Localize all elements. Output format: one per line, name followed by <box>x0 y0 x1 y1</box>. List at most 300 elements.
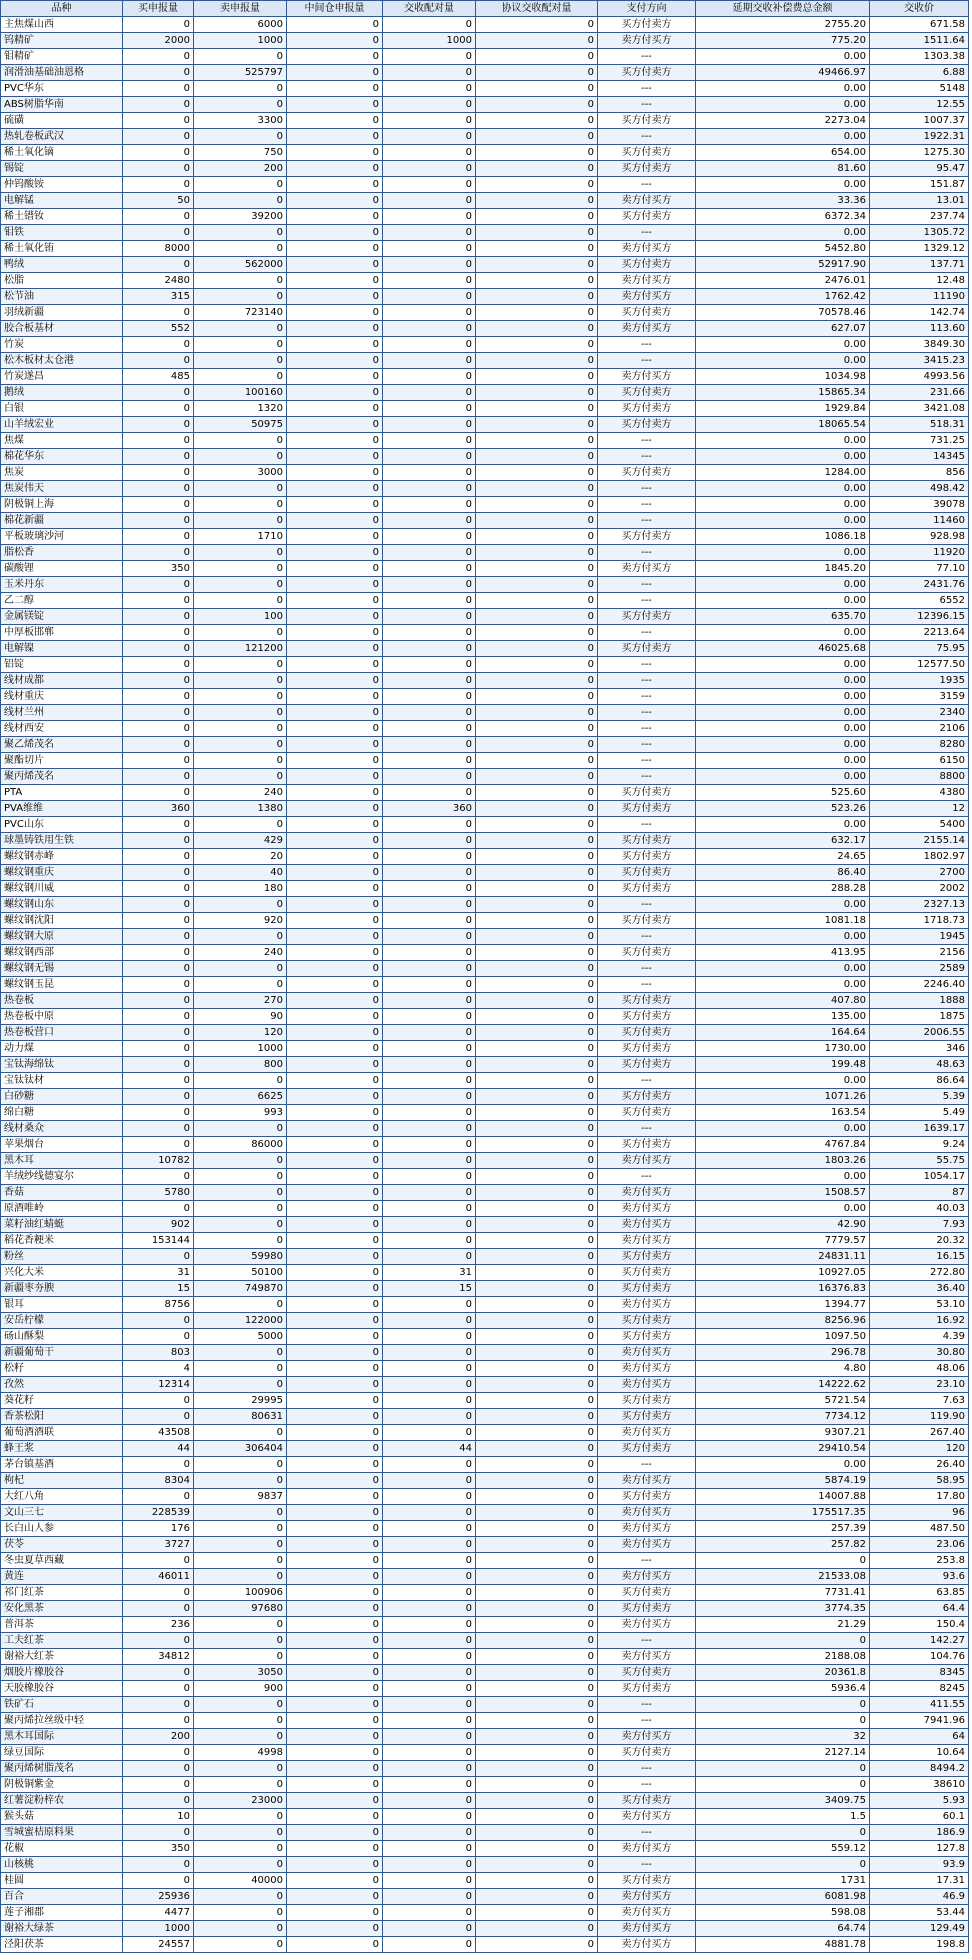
table-row <box>1 401 969 417</box>
cell-intermediate-declared: 0 <box>287 497 383 513</box>
cell-deferred-compensation: 86.40 <box>696 865 870 881</box>
cell-delivery-price: 411.55 <box>870 1697 969 1713</box>
cell-sell-declared: 0 <box>194 1841 287 1857</box>
cell-sell-declared: 0 <box>194 657 287 673</box>
cell-product: 棉花新疆 <box>1 513 123 529</box>
cell-deferred-compensation: 0.00 <box>696 129 870 145</box>
cell-buy-declared: 350 <box>123 561 194 577</box>
cell-buy-declared: 0 <box>123 433 194 449</box>
cell-payment-direction: 卖方付买方 <box>598 33 696 49</box>
cell-delivery-price: 2156 <box>870 945 969 961</box>
cell-payment-direction: 买方付卖方 <box>598 257 696 273</box>
cell-agreement-matched: 0 <box>476 33 598 49</box>
table-row <box>1 145 969 161</box>
cell-agreement-matched: 0 <box>476 1713 598 1729</box>
cell-delivery-price: 26.40 <box>870 1457 969 1473</box>
cell-delivery-price: 2106 <box>870 721 969 737</box>
cell-agreement-matched: 0 <box>476 1441 598 1457</box>
cell-delivery-price: 137.71 <box>870 257 969 273</box>
table-row <box>1 1169 969 1185</box>
cell-delivery-price: 39078 <box>870 497 969 513</box>
table-row <box>1 1729 969 1745</box>
cell-sell-declared: 0 <box>194 1521 287 1537</box>
cell-delivery-matched: 0 <box>383 49 476 65</box>
cell-product: 白银 <box>1 401 123 417</box>
cell-deferred-compensation: 5936.4 <box>696 1681 870 1697</box>
cell-sell-declared: 0 <box>194 1185 287 1201</box>
table-row <box>1 1425 969 1441</box>
cell-buy-declared: 0 <box>123 705 194 721</box>
cell-payment-direction: --- <box>598 497 696 513</box>
cell-product: 绵白糖 <box>1 1105 123 1121</box>
cell-agreement-matched: 0 <box>476 657 598 673</box>
cell-product: 蜂王浆 <box>1 1441 123 1457</box>
cell-delivery-matched: 0 <box>383 1665 476 1681</box>
cell-product: 文山三七 <box>1 1505 123 1521</box>
table-row <box>1 1857 969 1873</box>
cell-buy-declared: 0 <box>123 641 194 657</box>
table-row <box>1 369 969 385</box>
cell-intermediate-declared: 0 <box>287 1185 383 1201</box>
cell-payment-direction: --- <box>598 177 696 193</box>
cell-deferred-compensation: 1097.50 <box>696 1329 870 1345</box>
cell-delivery-matched: 0 <box>383 673 476 689</box>
cell-product: 枸杞 <box>1 1473 123 1489</box>
cell-intermediate-declared: 0 <box>287 225 383 241</box>
cell-intermediate-declared: 0 <box>287 369 383 385</box>
cell-deferred-compensation: 135.00 <box>696 1009 870 1025</box>
cell-agreement-matched: 0 <box>476 513 598 529</box>
table-row <box>1 1553 969 1569</box>
cell-delivery-price: 12.55 <box>870 97 969 113</box>
cell-product: 螺纹钢川威 <box>1 881 123 897</box>
table-row <box>1 561 969 577</box>
cell-deferred-compensation: 0.00 <box>696 593 870 609</box>
cell-buy-declared: 0 <box>123 1041 194 1057</box>
cell-delivery-matched: 0 <box>383 785 476 801</box>
cell-payment-direction: 买方付卖方 <box>598 1585 696 1601</box>
cell-payment-direction: 买方付卖方 <box>598 465 696 481</box>
cell-buy-declared: 0 <box>123 305 194 321</box>
cell-agreement-matched: 0 <box>476 865 598 881</box>
cell-delivery-price: 40.03 <box>870 1201 969 1217</box>
table-row <box>1 689 969 705</box>
cell-agreement-matched: 0 <box>476 1665 598 1681</box>
cell-deferred-compensation: 0 <box>696 1713 870 1729</box>
cell-product: 稻花香粳米 <box>1 1233 123 1249</box>
cell-product: 螺纹钢重庆 <box>1 865 123 881</box>
cell-sell-declared: 0 <box>194 321 287 337</box>
cell-delivery-price: 53.44 <box>870 1905 969 1921</box>
cell-intermediate-declared: 0 <box>287 721 383 737</box>
cell-buy-declared: 803 <box>123 1345 194 1361</box>
cell-agreement-matched: 0 <box>476 1201 598 1217</box>
cell-sell-declared: 0 <box>194 241 287 257</box>
cell-agreement-matched: 0 <box>476 1025 598 1041</box>
cell-sell-declared: 100906 <box>194 1585 287 1601</box>
cell-buy-declared: 10 <box>123 1809 194 1825</box>
cell-product: 松木板材太仓港 <box>1 353 123 369</box>
cell-delivery-matched: 0 <box>383 129 476 145</box>
cell-buy-declared: 0 <box>123 161 194 177</box>
cell-agreement-matched: 0 <box>476 1505 598 1521</box>
cell-payment-direction: 买方付卖方 <box>598 1793 696 1809</box>
cell-deferred-compensation: 5874.19 <box>696 1473 870 1489</box>
cell-product: 玉米丹东 <box>1 577 123 593</box>
cell-delivery-matched: 0 <box>383 1313 476 1329</box>
cell-buy-declared: 0 <box>123 1681 194 1697</box>
cell-product: 黄连 <box>1 1569 123 1585</box>
cell-payment-direction: 买方付卖方 <box>598 1089 696 1105</box>
cell-intermediate-declared: 0 <box>287 641 383 657</box>
cell-delivery-price: 928.98 <box>870 529 969 545</box>
cell-product: ABS树脂华南 <box>1 97 123 113</box>
cell-product: 大红八角 <box>1 1489 123 1505</box>
cell-payment-direction: 买方付卖方 <box>598 529 696 545</box>
cell-delivery-price: 1275.30 <box>870 145 969 161</box>
cell-deferred-compensation: 0.00 <box>696 449 870 465</box>
table-row <box>1 993 969 1009</box>
cell-product: 钼精矿 <box>1 49 123 65</box>
cell-payment-direction: --- <box>598 657 696 673</box>
cell-intermediate-declared: 0 <box>287 785 383 801</box>
cell-delivery-matched: 0 <box>383 1217 476 1233</box>
cell-delivery-price: 7941.96 <box>870 1713 969 1729</box>
cell-deferred-compensation: 0.00 <box>696 689 870 705</box>
cell-intermediate-declared: 0 <box>287 897 383 913</box>
cell-delivery-price: 1329.12 <box>870 241 969 257</box>
cell-sell-declared: 0 <box>194 737 287 753</box>
cell-intermediate-declared: 0 <box>287 1761 383 1777</box>
cell-payment-direction: 买方付卖方 <box>598 1041 696 1057</box>
table-row <box>1 1233 969 1249</box>
cell-delivery-matched: 0 <box>383 257 476 273</box>
cell-product: 螺纹钢西部 <box>1 945 123 961</box>
table-row <box>1 129 969 145</box>
cell-intermediate-declared: 0 <box>287 1377 383 1393</box>
cell-intermediate-declared: 0 <box>287 961 383 977</box>
table-row <box>1 465 969 481</box>
col-header-deferred-compensation: 延期交收补偿费总金额 <box>696 1 870 17</box>
cell-delivery-price: 119.90 <box>870 1409 969 1425</box>
cell-intermediate-declared: 0 <box>287 1297 383 1313</box>
cell-sell-declared: 0 <box>194 353 287 369</box>
cell-delivery-price: 142.74 <box>870 305 969 321</box>
cell-agreement-matched: 0 <box>476 1761 598 1777</box>
cell-buy-declared: 0 <box>123 1169 194 1185</box>
cell-buy-declared: 0 <box>123 481 194 497</box>
cell-deferred-compensation: 0.00 <box>696 961 870 977</box>
cell-intermediate-declared: 0 <box>287 1473 383 1489</box>
cell-payment-direction: --- <box>598 1761 696 1777</box>
cell-buy-declared: 0 <box>123 1585 194 1601</box>
cell-payment-direction: --- <box>598 353 696 369</box>
cell-payment-direction: 卖方付买方 <box>598 1921 696 1937</box>
cell-delivery-price: 7.63 <box>870 1393 969 1409</box>
cell-sell-declared: 0 <box>194 97 287 113</box>
cell-sell-declared: 0 <box>194 1777 287 1793</box>
cell-buy-declared: 0 <box>123 625 194 641</box>
table-row <box>1 1409 969 1425</box>
cell-delivery-price: 518.31 <box>870 417 969 433</box>
cell-product: 电解镍 <box>1 641 123 657</box>
cell-deferred-compensation: 33.36 <box>696 193 870 209</box>
cell-buy-declared: 0 <box>123 689 194 705</box>
cell-sell-declared: 0 <box>194 1537 287 1553</box>
cell-delivery-price: 4380 <box>870 785 969 801</box>
cell-intermediate-declared: 0 <box>287 417 383 433</box>
cell-deferred-compensation: 1.5 <box>696 1809 870 1825</box>
cell-product: 铁矿石 <box>1 1697 123 1713</box>
cell-delivery-price: 487.50 <box>870 1521 969 1537</box>
cell-sell-declared: 270 <box>194 993 287 1009</box>
cell-intermediate-declared: 0 <box>287 1217 383 1233</box>
table-row <box>1 81 969 97</box>
cell-delivery-matched: 0 <box>383 1681 476 1697</box>
cell-deferred-compensation: 6081.98 <box>696 1889 870 1905</box>
cell-delivery-matched: 0 <box>383 273 476 289</box>
cell-payment-direction: 卖方付买方 <box>598 1841 696 1857</box>
cell-delivery-matched: 0 <box>383 1537 476 1553</box>
cell-intermediate-declared: 0 <box>287 625 383 641</box>
cell-delivery-matched: 0 <box>383 1249 476 1265</box>
cell-delivery-matched: 0 <box>383 1937 476 1953</box>
cell-payment-direction: 买方付卖方 <box>598 1009 696 1025</box>
cell-agreement-matched: 0 <box>476 1569 598 1585</box>
cell-buy-declared: 0 <box>123 97 194 113</box>
cell-buy-declared: 0 <box>123 609 194 625</box>
cell-deferred-compensation: 2188.08 <box>696 1649 870 1665</box>
cell-deferred-compensation: 598.08 <box>696 1905 870 1921</box>
cell-payment-direction: 卖方付买方 <box>598 1185 696 1201</box>
cell-sell-declared: 0 <box>194 1633 287 1649</box>
cell-agreement-matched: 0 <box>476 1825 598 1841</box>
cell-buy-declared: 0 <box>123 657 194 673</box>
cell-delivery-price: 10.64 <box>870 1745 969 1761</box>
cell-delivery-matched: 0 <box>383 737 476 753</box>
cell-product: 锡锭 <box>1 161 123 177</box>
cell-intermediate-declared: 0 <box>287 1089 383 1105</box>
cell-delivery-price: 17.80 <box>870 1489 969 1505</box>
cell-product: 乙二醇 <box>1 593 123 609</box>
cell-product: 聚丙烯茂名 <box>1 769 123 785</box>
cell-product: 祁门红茶 <box>1 1585 123 1601</box>
cell-delivery-price: 1718.73 <box>870 913 969 929</box>
cell-delivery-matched: 0 <box>383 705 476 721</box>
cell-deferred-compensation: 32 <box>696 1729 870 1745</box>
cell-intermediate-declared: 0 <box>287 1121 383 1137</box>
cell-delivery-price: 1935 <box>870 673 969 689</box>
cell-payment-direction: --- <box>598 721 696 737</box>
cell-sell-declared: 800 <box>194 1057 287 1073</box>
cell-deferred-compensation: 0 <box>696 1697 870 1713</box>
cell-product: 胶合板基材 <box>1 321 123 337</box>
cell-agreement-matched: 0 <box>476 1041 598 1057</box>
cell-deferred-compensation: 0.00 <box>696 673 870 689</box>
cell-intermediate-declared: 0 <box>287 1633 383 1649</box>
cell-deferred-compensation: 6372.34 <box>696 209 870 225</box>
table-row <box>1 1889 969 1905</box>
cell-product: 钨精矿 <box>1 33 123 49</box>
cell-delivery-price: 1007.37 <box>870 113 969 129</box>
cell-agreement-matched: 0 <box>476 433 598 449</box>
cell-deferred-compensation: 1803.26 <box>696 1153 870 1169</box>
cell-product: 桂圆 <box>1 1873 123 1889</box>
cell-product: 聚丙烯树脂茂名 <box>1 1761 123 1777</box>
cell-payment-direction: 买方付卖方 <box>598 1441 696 1457</box>
cell-deferred-compensation: 20361.8 <box>696 1665 870 1681</box>
cell-delivery-matched: 0 <box>383 1777 476 1793</box>
cell-intermediate-declared: 0 <box>287 1809 383 1825</box>
cell-product: 中厚板邯郸 <box>1 625 123 641</box>
cell-agreement-matched: 0 <box>476 497 598 513</box>
cell-intermediate-declared: 0 <box>287 273 383 289</box>
cell-buy-declared: 12314 <box>123 1377 194 1393</box>
cell-deferred-compensation: 1081.18 <box>696 913 870 929</box>
table-row <box>1 1937 969 1953</box>
cell-payment-direction: --- <box>598 817 696 833</box>
table-row <box>1 897 969 913</box>
cell-payment-direction: 卖方付买方 <box>598 1889 696 1905</box>
cell-intermediate-declared: 0 <box>287 705 383 721</box>
cell-payment-direction: 买方付卖方 <box>598 1489 696 1505</box>
cell-agreement-matched: 0 <box>476 305 598 321</box>
cell-deferred-compensation: 0.00 <box>696 97 870 113</box>
table-row <box>1 1281 969 1297</box>
cell-intermediate-declared: 0 <box>287 465 383 481</box>
cell-intermediate-declared: 0 <box>287 1409 383 1425</box>
cell-payment-direction: 买方付卖方 <box>598 1057 696 1073</box>
cell-intermediate-declared: 0 <box>287 977 383 993</box>
cell-delivery-matched: 0 <box>383 881 476 897</box>
cell-delivery-price: 12 <box>870 801 969 817</box>
cell-payment-direction: 卖方付买方 <box>598 1153 696 1169</box>
cell-product: PVA维维 <box>1 801 123 817</box>
cell-buy-declared: 2480 <box>123 273 194 289</box>
cell-intermediate-declared: 0 <box>287 1681 383 1697</box>
cell-delivery-matched: 0 <box>383 1361 476 1377</box>
cell-delivery-price: 129.49 <box>870 1921 969 1937</box>
cell-sell-declared: 0 <box>194 817 287 833</box>
cell-sell-declared: 0 <box>194 225 287 241</box>
cell-agreement-matched: 0 <box>476 113 598 129</box>
cell-sell-declared: 0 <box>194 497 287 513</box>
cell-delivery-matched: 0 <box>383 81 476 97</box>
cell-delivery-matched: 0 <box>383 1169 476 1185</box>
cell-deferred-compensation: 29410.54 <box>696 1441 870 1457</box>
cell-intermediate-declared: 0 <box>287 129 383 145</box>
cell-delivery-matched: 0 <box>383 1729 476 1745</box>
cell-product: 香茶松阳 <box>1 1409 123 1425</box>
cell-agreement-matched: 0 <box>476 1265 598 1281</box>
cell-buy-declared: 15 <box>123 1281 194 1297</box>
cell-sell-declared: 90 <box>194 1009 287 1025</box>
cell-payment-direction: 卖方付买方 <box>598 1937 696 1953</box>
cell-intermediate-declared: 0 <box>287 49 383 65</box>
cell-deferred-compensation: 7734.12 <box>696 1409 870 1425</box>
cell-buy-declared: 0 <box>123 993 194 1009</box>
cell-sell-declared: 120 <box>194 1025 287 1041</box>
table-row <box>1 1569 969 1585</box>
cell-deferred-compensation: 413.95 <box>696 945 870 961</box>
cell-delivery-matched: 0 <box>383 721 476 737</box>
cell-delivery-price: 1875 <box>870 1009 969 1025</box>
cell-agreement-matched: 0 <box>476 193 598 209</box>
cell-delivery-matched: 0 <box>383 977 476 993</box>
cell-buy-declared: 0 <box>123 129 194 145</box>
cell-sell-declared: 0 <box>194 721 287 737</box>
cell-intermediate-declared: 0 <box>287 385 383 401</box>
cell-payment-direction: 卖方付买方 <box>598 1425 696 1441</box>
cell-intermediate-declared: 0 <box>287 1249 383 1265</box>
table-row <box>1 305 969 321</box>
table-row <box>1 833 969 849</box>
cell-payment-direction: --- <box>598 225 696 241</box>
cell-payment-direction: 买方付卖方 <box>598 1393 696 1409</box>
cell-deferred-compensation: 8256.96 <box>696 1313 870 1329</box>
cell-buy-declared: 0 <box>123 449 194 465</box>
cell-buy-declared: 0 <box>123 1089 194 1105</box>
cell-product: PVC华东 <box>1 81 123 97</box>
cell-intermediate-declared: 0 <box>287 1201 383 1217</box>
cell-delivery-price: 23.10 <box>870 1377 969 1393</box>
cell-intermediate-declared: 0 <box>287 161 383 177</box>
cell-product: 螺纹钢赤峰 <box>1 849 123 865</box>
cell-deferred-compensation: 70578.46 <box>696 305 870 321</box>
cell-agreement-matched: 0 <box>476 1249 598 1265</box>
cell-delivery-price: 12.48 <box>870 273 969 289</box>
cell-delivery-price: 2246.40 <box>870 977 969 993</box>
cell-product: 线材重庆 <box>1 689 123 705</box>
cell-intermediate-declared: 0 <box>287 913 383 929</box>
cell-product: 孜然 <box>1 1377 123 1393</box>
cell-payment-direction: --- <box>598 977 696 993</box>
cell-agreement-matched: 0 <box>476 1185 598 1201</box>
cell-deferred-compensation: 0 <box>696 1761 870 1777</box>
cell-deferred-compensation: 1508.57 <box>696 1185 870 1201</box>
cell-sell-declared: 0 <box>194 1169 287 1185</box>
cell-payment-direction: --- <box>598 1697 696 1713</box>
cell-buy-declared: 1000 <box>123 1921 194 1937</box>
cell-deferred-compensation: 4767.84 <box>696 1137 870 1153</box>
cell-delivery-matched: 360 <box>383 801 476 817</box>
cell-deferred-compensation: 0.00 <box>696 705 870 721</box>
cell-buy-declared: 34812 <box>123 1649 194 1665</box>
cell-intermediate-declared: 0 <box>287 833 383 849</box>
cell-sell-declared: 0 <box>194 1377 287 1393</box>
cell-delivery-price: 113.60 <box>870 321 969 337</box>
cell-sell-declared: 9837 <box>194 1489 287 1505</box>
cell-sell-declared: 0 <box>194 1697 287 1713</box>
cell-delivery-price: 20.32 <box>870 1233 969 1249</box>
cell-product: 阴极铜紫金 <box>1 1777 123 1793</box>
table-row <box>1 1665 969 1681</box>
cell-agreement-matched: 0 <box>476 1105 598 1121</box>
table-row <box>1 289 969 305</box>
table-row <box>1 449 969 465</box>
cell-payment-direction: 卖方付买方 <box>598 1905 696 1921</box>
cell-payment-direction: 卖方付买方 <box>598 1569 696 1585</box>
cell-payment-direction: --- <box>598 1121 696 1137</box>
cell-product: 羽绒新疆 <box>1 305 123 321</box>
table-row <box>1 1841 969 1857</box>
cell-intermediate-declared: 0 <box>287 113 383 129</box>
cell-agreement-matched: 0 <box>476 1905 598 1921</box>
table-row <box>1 545 969 561</box>
cell-intermediate-declared: 0 <box>287 81 383 97</box>
cell-delivery-price: 1305.72 <box>870 225 969 241</box>
cell-payment-direction: 买方付卖方 <box>598 881 696 897</box>
